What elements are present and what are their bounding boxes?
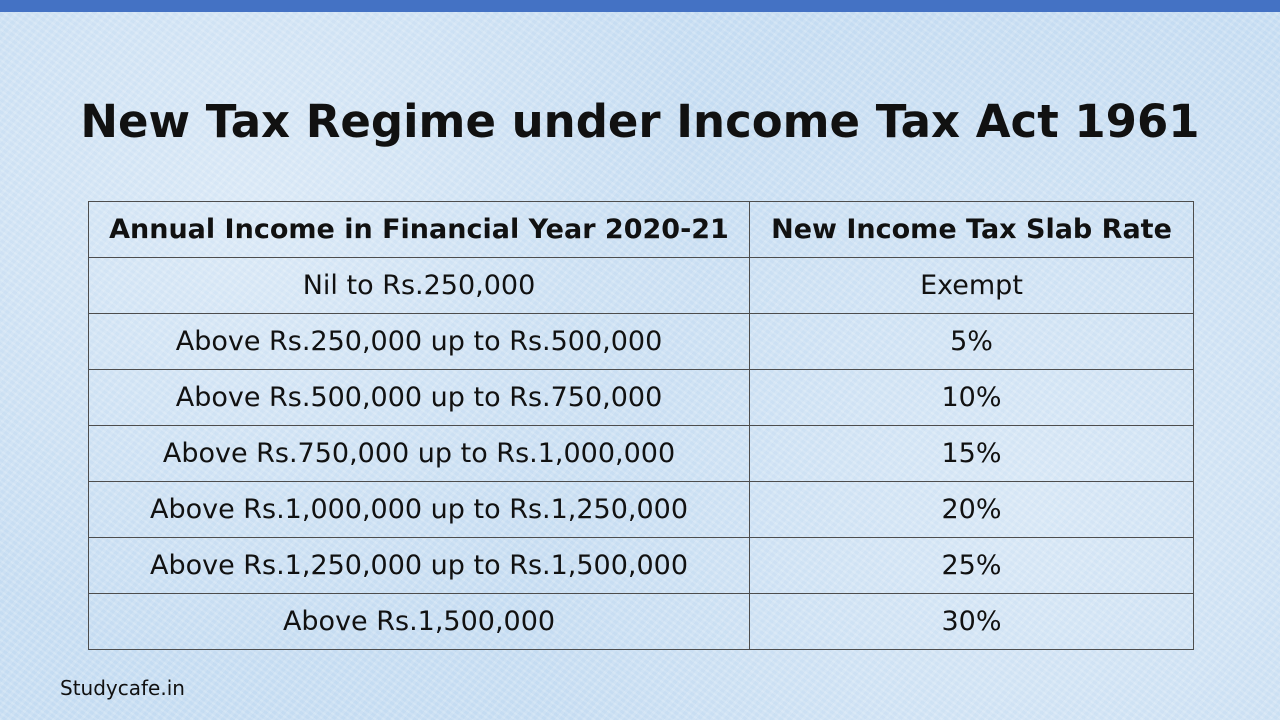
table-row [89,594,1194,650]
table-row [89,482,1194,538]
top-accent-bar [0,0,1280,12]
table-row [89,258,1194,314]
income-cell: Nil to Rs.250,000 [89,258,750,314]
rate-cell: Exempt [750,258,1194,314]
tax-slab-table [88,201,1194,650]
income-cell: Above Rs.1,250,000 up to Rs.1,500,000 [89,538,750,594]
table-row [89,314,1194,370]
table-row [89,538,1194,594]
rate-cell: 5% [750,314,1194,370]
income-cell: Above Rs.1,500,000 [89,594,750,650]
rate-cell: 10% [750,370,1194,426]
income-cell: Above Rs.500,000 up to Rs.750,000 [89,370,750,426]
income-cell: Above Rs.250,000 up to Rs.500,000 [89,314,750,370]
table-row [89,370,1194,426]
header-annual-income: Annual Income in Financial Year 2020-21 [89,202,750,258]
table-header-row [89,202,1194,258]
site-watermark: Studycafe.in [60,676,185,700]
rate-cell: 30% [750,594,1194,650]
rate-cell: 20% [750,482,1194,538]
rate-cell: 15% [750,426,1194,482]
table-row [89,426,1194,482]
rate-cell: 25% [750,538,1194,594]
header-slab-rate: New Income Tax Slab Rate [750,202,1194,258]
slide-title: New Tax Regime under Income Tax Act 1961 [80,95,1200,149]
income-cell: Above Rs.750,000 up to Rs.1,000,000 [89,426,750,482]
income-cell: Above Rs.1,000,000 up to Rs.1,250,000 [89,482,750,538]
